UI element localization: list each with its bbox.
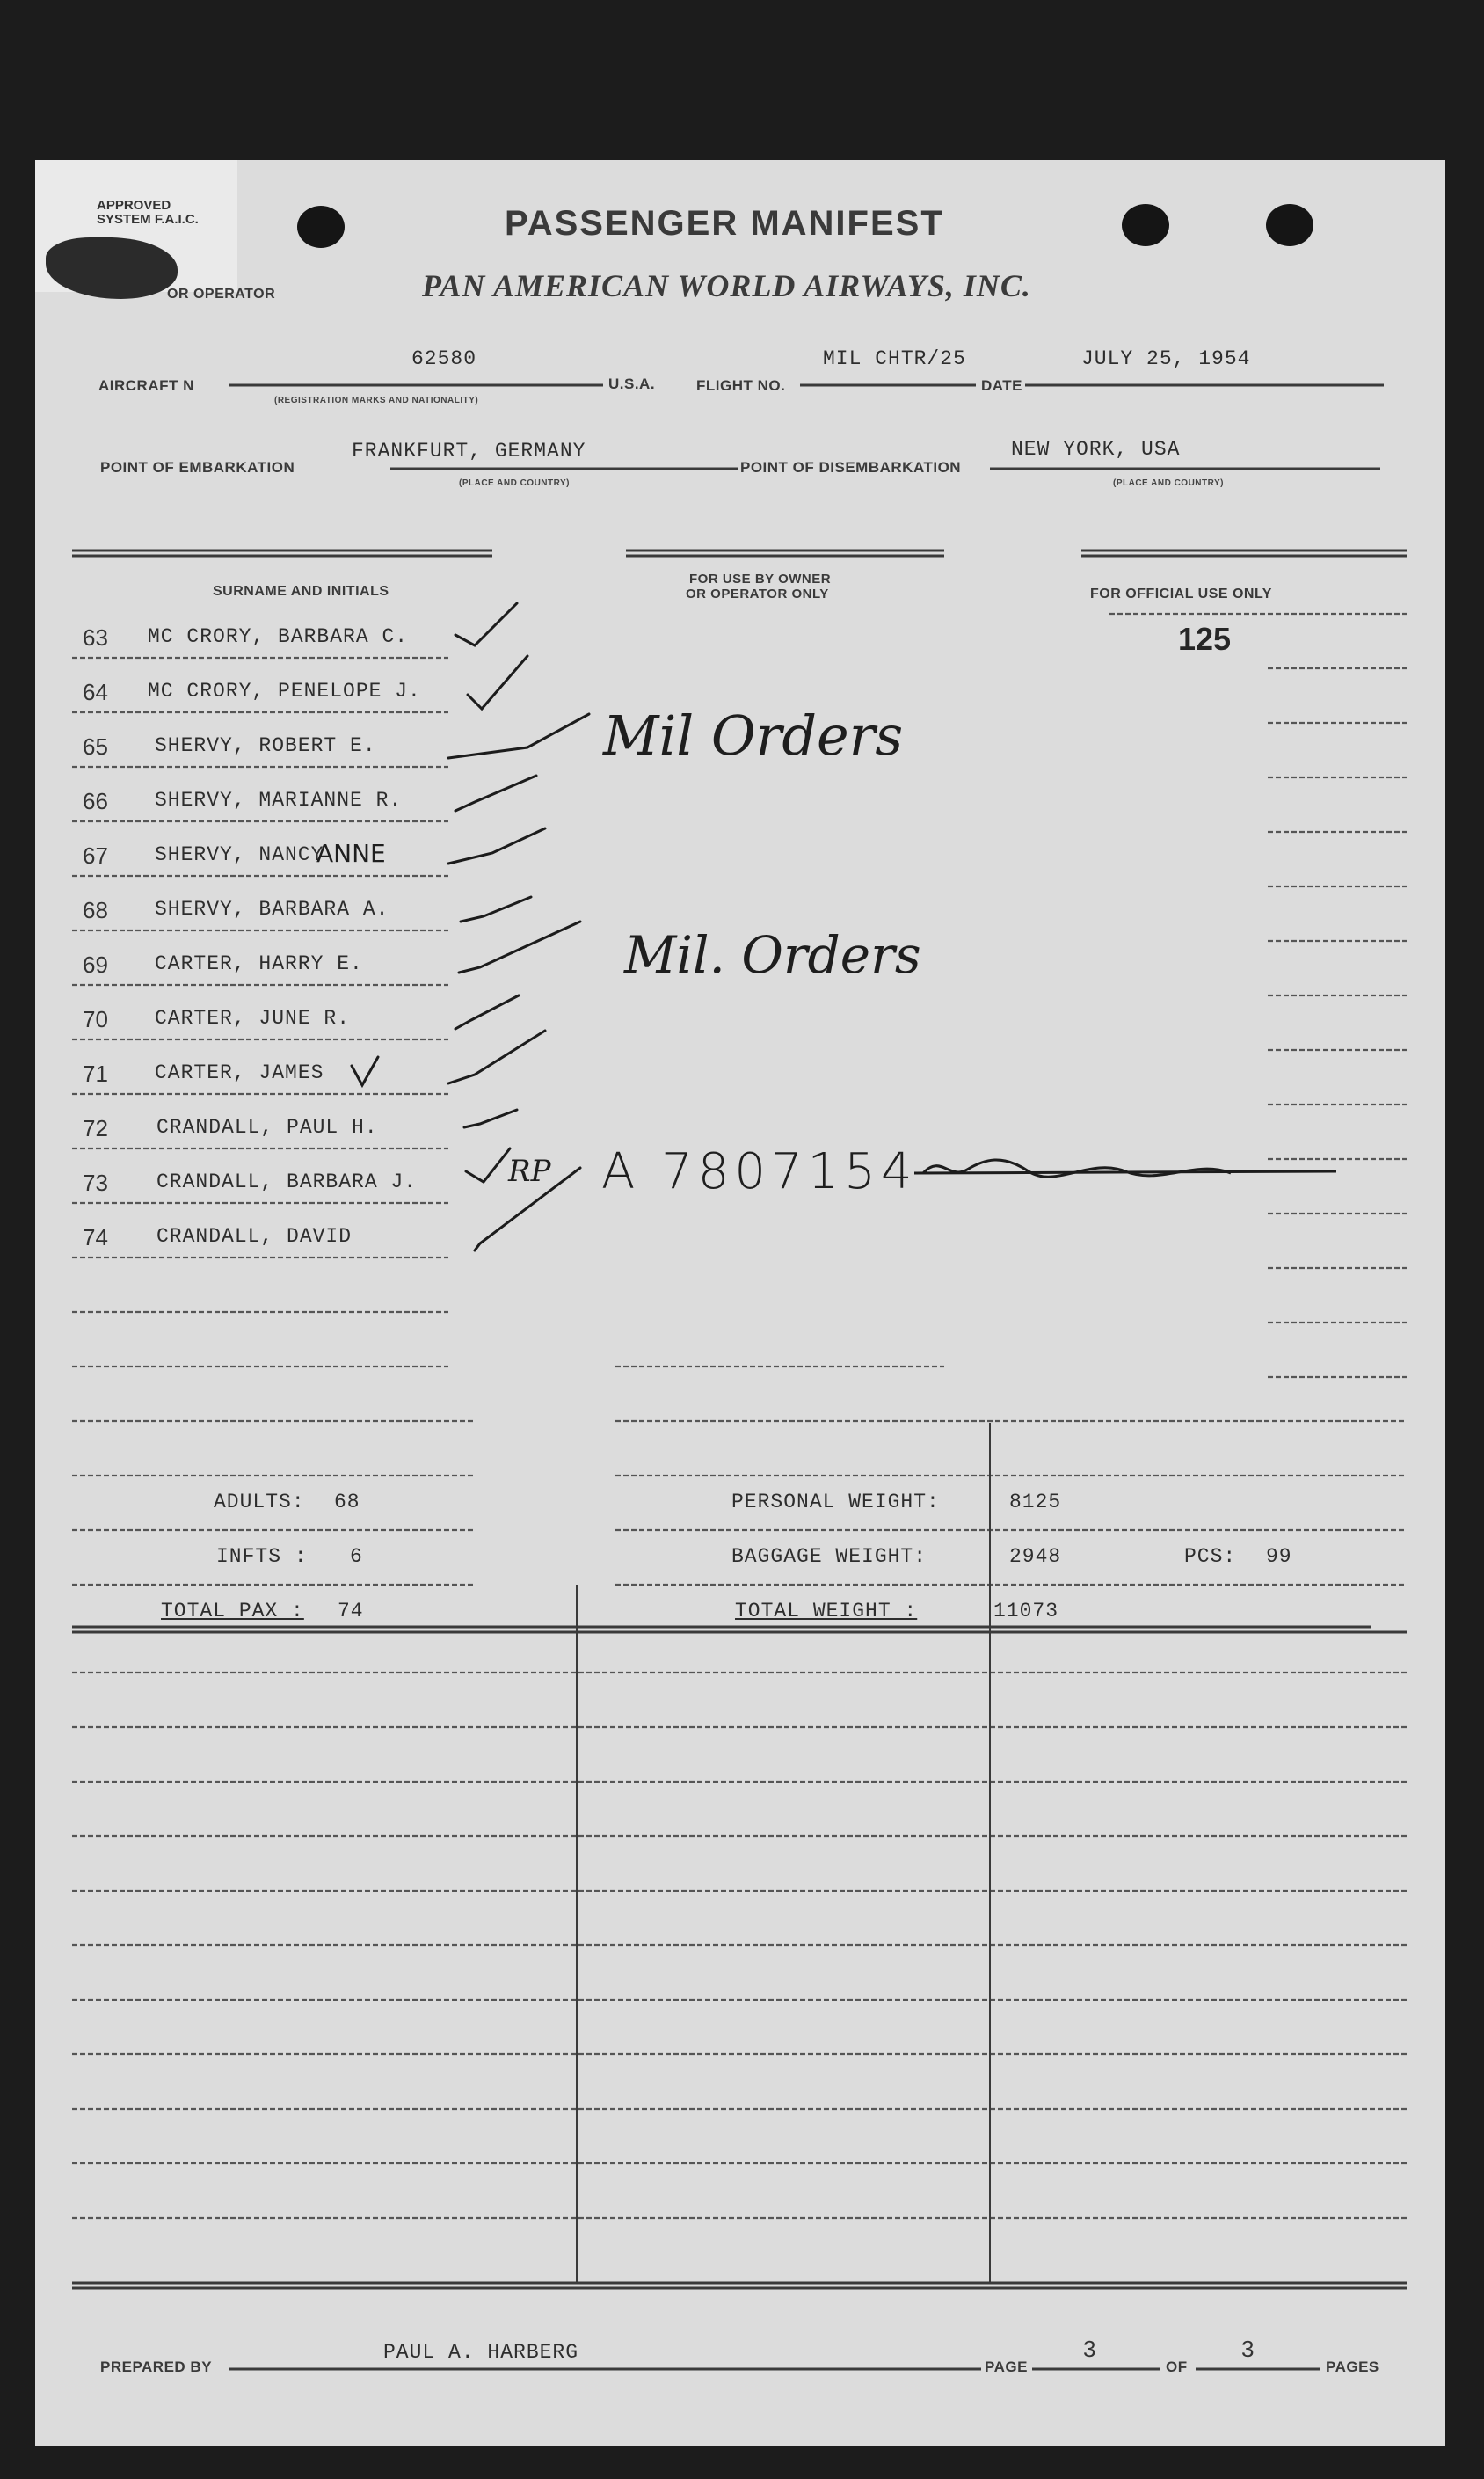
prepared-by-label: PREPARED BY — [100, 2359, 213, 2375]
passenger-number: 66 — [83, 788, 108, 814]
passenger-number: 74 — [83, 1224, 108, 1250]
passenger-name: CRANDALL, PAUL H. — [156, 1116, 378, 1139]
manifest-paper — [35, 160, 1445, 2446]
prepared-by-value: PAUL A. HARBERG — [383, 2341, 579, 2364]
pages-label: PAGES — [1326, 2359, 1379, 2375]
personal-weight-label: PERSONAL WEIGHT: — [731, 1491, 940, 1513]
passenger-number: 65 — [83, 733, 108, 760]
pieces-label: PCS: — [1184, 1545, 1237, 1568]
stamp-line2: SYSTEM F.A.I.C. — [97, 212, 199, 227]
passenger-name: MC CRORY, PENELOPE J. — [148, 680, 421, 703]
date-label: DATE — [981, 377, 1023, 394]
manifest-title: PASSENGER MANIFEST — [505, 204, 944, 243]
official-use-number: 125 — [1178, 621, 1232, 657]
passenger-number: 70 — [83, 1006, 108, 1032]
of-value: 3 — [1241, 2336, 1255, 2362]
passenger-name: SHERVY, ROBERT E. — [155, 734, 376, 757]
baggage-weight-label: BAGGAGE WEIGHT: — [731, 1545, 928, 1568]
passenger-name: SHERVY, BARBARA A. — [155, 898, 389, 921]
embarkation-label: POINT OF EMBARKATION — [100, 459, 295, 476]
aircraft-label: AIRCRAFT N — [98, 377, 194, 394]
page-value: 3 — [1083, 2336, 1096, 2362]
place-caption: (PLACE AND COUNTRY) — [1113, 478, 1224, 488]
passenger-number: 73 — [83, 1170, 108, 1196]
total-pax-value: 74 — [338, 1600, 364, 1622]
handwritten-mil-orders-note: Mil Orders — [603, 704, 904, 768]
passenger-name: SHERVY, NANCY — [155, 843, 324, 866]
passenger-number: 67 — [83, 842, 108, 869]
handwritten-nancy-suffix: ANNE — [316, 839, 386, 868]
passenger-number: 63 — [83, 624, 108, 651]
owner-use-header: FOR USE BY OWNER — [689, 572, 832, 587]
total-weight-label: TOTAL WEIGHT : — [735, 1600, 918, 1622]
company-name: PAN AMERICAN WORLD AIRWAYS, INC. — [422, 268, 1031, 303]
adults-label: ADULTS: — [214, 1491, 305, 1513]
stamp-line1: APPROVED — [97, 198, 171, 213]
passenger-number: 68 — [83, 897, 108, 923]
personal-weight-value: 8125 — [1009, 1491, 1062, 1513]
usa-label: U.S.A. — [608, 375, 656, 392]
passenger-number: 71 — [83, 1061, 108, 1087]
passenger-number: 64 — [83, 679, 108, 705]
passenger-name: CRANDALL, DAVID — [156, 1225, 353, 1248]
passenger-number: 72 — [83, 1115, 108, 1141]
handwritten-mil-orders-note: Mil. Orders — [624, 925, 921, 985]
official-use-header: FOR OFFICIAL USE ONLY — [1090, 587, 1272, 602]
surname-column-header: SURNAME AND INITIALS — [213, 584, 389, 599]
total-pax-label: TOTAL PAX : — [161, 1600, 304, 1622]
total-weight-value: 11073 — [993, 1600, 1059, 1622]
infants-value: 6 — [350, 1545, 363, 1568]
embarkation-value: FRANKFURT, GERMANY — [352, 440, 586, 463]
passenger-number: 69 — [83, 951, 108, 978]
passenger-name: CRANDALL, BARBARA J. — [156, 1170, 418, 1193]
adults-value: 68 — [334, 1491, 360, 1513]
ruled-lines — [35, 160, 1445, 2446]
passenger-name: CARTER, HARRY E. — [155, 952, 363, 975]
aircraft-value: 62580 — [411, 347, 477, 370]
place-caption: (PLACE AND COUNTRY) — [459, 478, 570, 488]
registration-caption: (REGISTRATION MARKS AND NATIONALITY) — [274, 396, 479, 405]
passenger-name: SHERVY, MARIANNE R. — [155, 789, 403, 812]
flight-value: MIL CHTR/25 — [823, 347, 966, 370]
handwritten-initials: RP — [508, 1154, 551, 1189]
infants-label: INFTS : — [216, 1545, 308, 1568]
passenger-name: CARTER, JUNE R. — [155, 1007, 351, 1030]
disembarkation-value: NEW YORK, USA — [1011, 438, 1181, 461]
passenger-name: MC CRORY, BARBARA C. — [148, 625, 409, 648]
passenger-name: CARTER, JAMES — [155, 1061, 324, 1084]
flight-label: FLIGHT NO. — [696, 377, 786, 394]
owner-use-header: OR OPERATOR ONLY — [686, 587, 829, 602]
pieces-value: 99 — [1266, 1545, 1292, 1568]
date-value: JULY 25, 1954 — [1081, 347, 1251, 370]
page-label: PAGE — [985, 2359, 1028, 2375]
handwritten-passport-number: A 7807154 — [601, 1143, 918, 1200]
disembarkation-label: POINT OF DISEMBARKATION — [740, 459, 962, 476]
of-label: OF — [1166, 2359, 1188, 2375]
owner-operator-label: OR OPERATOR — [167, 287, 276, 302]
baggage-weight-value: 2948 — [1009, 1545, 1062, 1568]
